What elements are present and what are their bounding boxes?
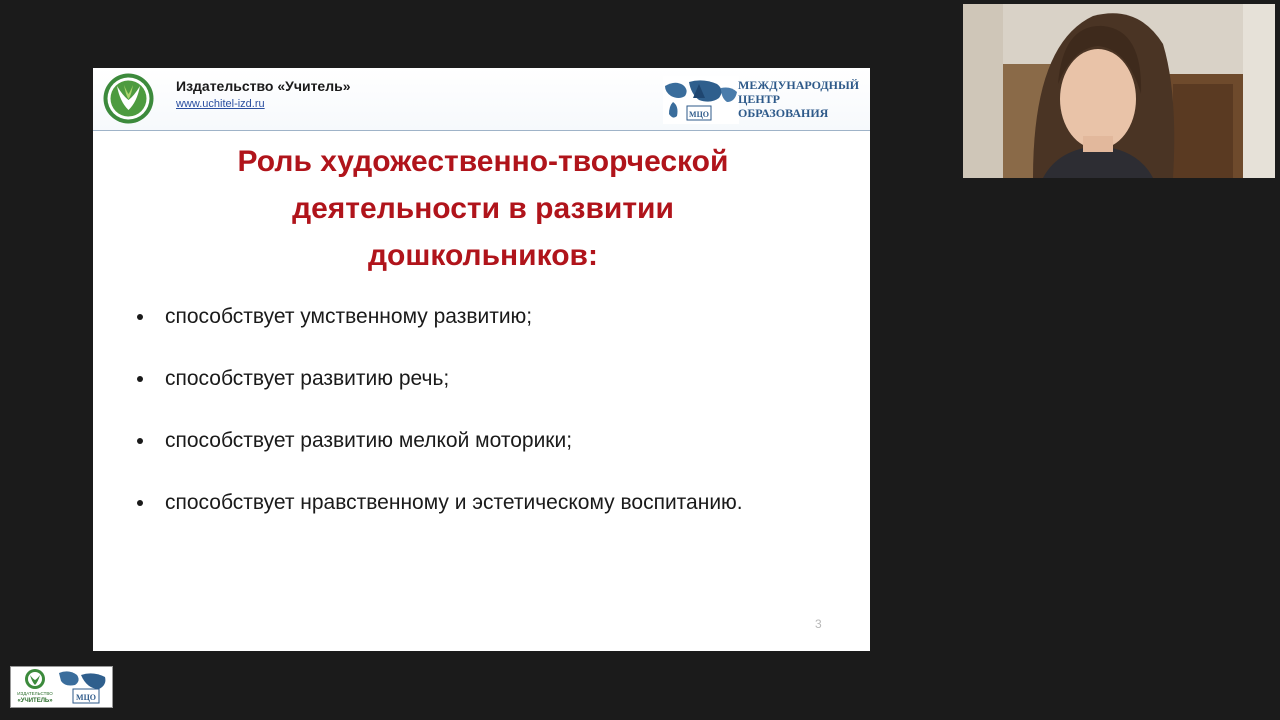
slide-title-line: деятельности в развитии (292, 192, 674, 225)
slide-title (163, 138, 803, 279)
watermark-center-abbr: МЦО (76, 693, 96, 702)
presentation-slide (93, 68, 870, 651)
bullet-item (133, 367, 743, 429)
publisher-name: Издательство «Учитель» (176, 78, 351, 94)
publisher-logo-icon (102, 72, 155, 125)
bullet-dot-icon (137, 500, 143, 506)
bullet-text: способствует нравственному и эстетическому воспитанию. (165, 491, 743, 514)
bullet-text: способствует развитию речь; (165, 367, 450, 390)
webcam-frame-image (963, 4, 1275, 178)
bullet-item (133, 429, 743, 491)
mco-line: ЦЕНТР (738, 92, 781, 106)
watermark-logo-icon (11, 667, 112, 707)
bullet-dot-icon (137, 438, 143, 444)
bullet-item (133, 491, 743, 553)
mco-globe-logo-icon (663, 76, 739, 124)
presenter-webcam-video[interactable] (963, 4, 1275, 178)
mco-abbr: МЦО (689, 110, 709, 119)
bullet-list (133, 305, 743, 553)
bullet-dot-icon (137, 376, 143, 382)
slide-page-number: 3 (815, 617, 822, 631)
bullet-text: способствует умственному развитию; (165, 305, 533, 328)
watermark-publisher-brand: «УЧИТЕЛЬ» (17, 698, 53, 704)
mco-line: МЕЖДУНАРОДНЫЙ (738, 78, 860, 92)
publisher-url-link[interactable]: www.uchitel-izd.ru (176, 98, 265, 110)
bullet-text: способствует развитию мелкой моторики; (165, 429, 573, 452)
watermark-publisher-small: ИЗДАТЕЛЬСТВО (17, 691, 53, 696)
bullet-item (133, 305, 743, 367)
slide-title-line: Роль художественно-творческой (237, 145, 729, 178)
mco-center-name (738, 78, 868, 120)
slide-header (93, 68, 870, 131)
bullet-dot-icon (137, 314, 143, 320)
mco-line: ОБРАЗОВАНИЯ (738, 106, 829, 120)
channel-watermark-logo (10, 666, 113, 708)
slide-title-line: дошкольников: (367, 239, 598, 272)
